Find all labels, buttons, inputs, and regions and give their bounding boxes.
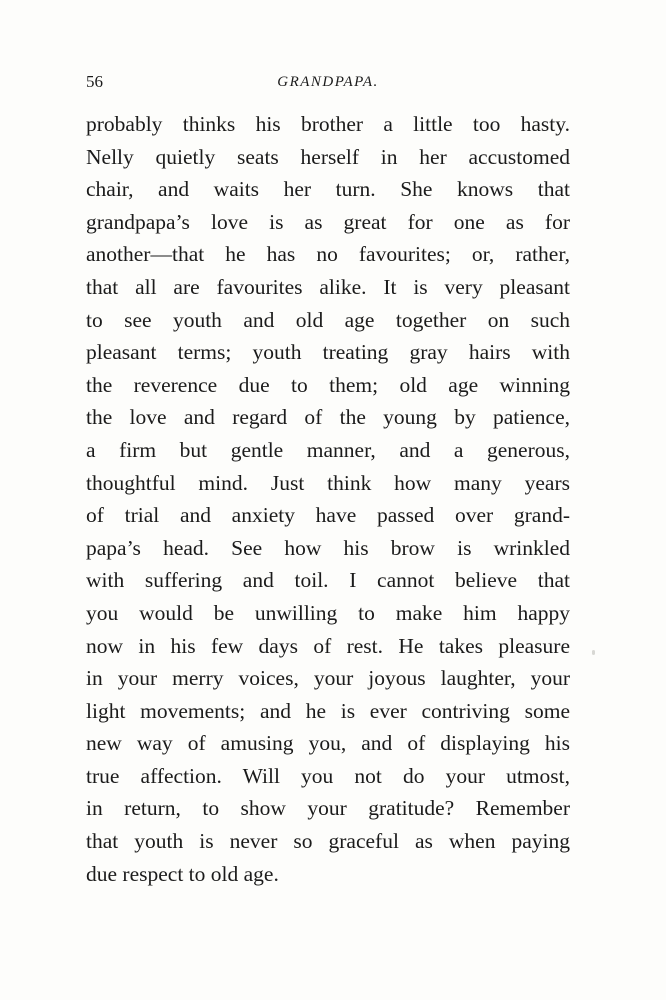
text-line: that all are favourites alike. It is very pleasant <box>86 274 570 299</box>
text-line: Nelly quietly seats herself in her accustomed <box>86 144 570 169</box>
text-line: probably thinks his brother a little too hasty. <box>86 112 570 136</box>
text-line: with suffering and toil. I cannot believe that <box>86 568 570 593</box>
text-line: grandpapa’s love is as great for one as for <box>86 209 570 234</box>
text-line: true affection. Will you not do your utmost, <box>86 763 570 788</box>
text-line: pleasant terms; youth treating gray hairs with <box>86 340 570 365</box>
text-line: that youth is never so graceful as when paying <box>86 829 570 854</box>
text-line: of trial and anxiety have passed over grand- <box>86 503 570 528</box>
running-head <box>86 70 570 94</box>
text-line: to see youth and old age together on such <box>86 307 570 332</box>
running-title: GRANDPAPA. <box>277 74 379 90</box>
text-line: in your merry voices, your joyous laughter, your <box>86 666 570 691</box>
text-line: another—that he has no favourites; or, rather, <box>86 242 570 267</box>
text-line: the reverence due to them; old age winning <box>86 372 570 397</box>
text-line: due respect to old age. <box>86 861 279 886</box>
text-line: papa’s head. See how his brow is wrinkled <box>86 535 570 560</box>
text-line: you would be unwilling to make him happy <box>86 600 570 625</box>
text-line: thoughtful mind. Just think how many years <box>86 470 570 495</box>
text-line: chair, and waits her turn. She knows that <box>86 177 570 202</box>
page-number: 56 <box>86 72 103 91</box>
text-line: new way of amusing you, and of displaying his <box>86 731 570 756</box>
text-line: the love and regard of the young by patience, <box>86 405 570 430</box>
paper-speck <box>592 650 595 655</box>
text-line: now in his few days of rest. He takes pleasure <box>86 633 570 658</box>
body-text <box>86 108 570 890</box>
text-line: in return, to show your gratitude? Remember <box>86 796 570 821</box>
text-line: light movements; and he is ever contriving some <box>86 698 570 723</box>
text-line: a firm but gentle manner, and a generous, <box>86 437 570 462</box>
